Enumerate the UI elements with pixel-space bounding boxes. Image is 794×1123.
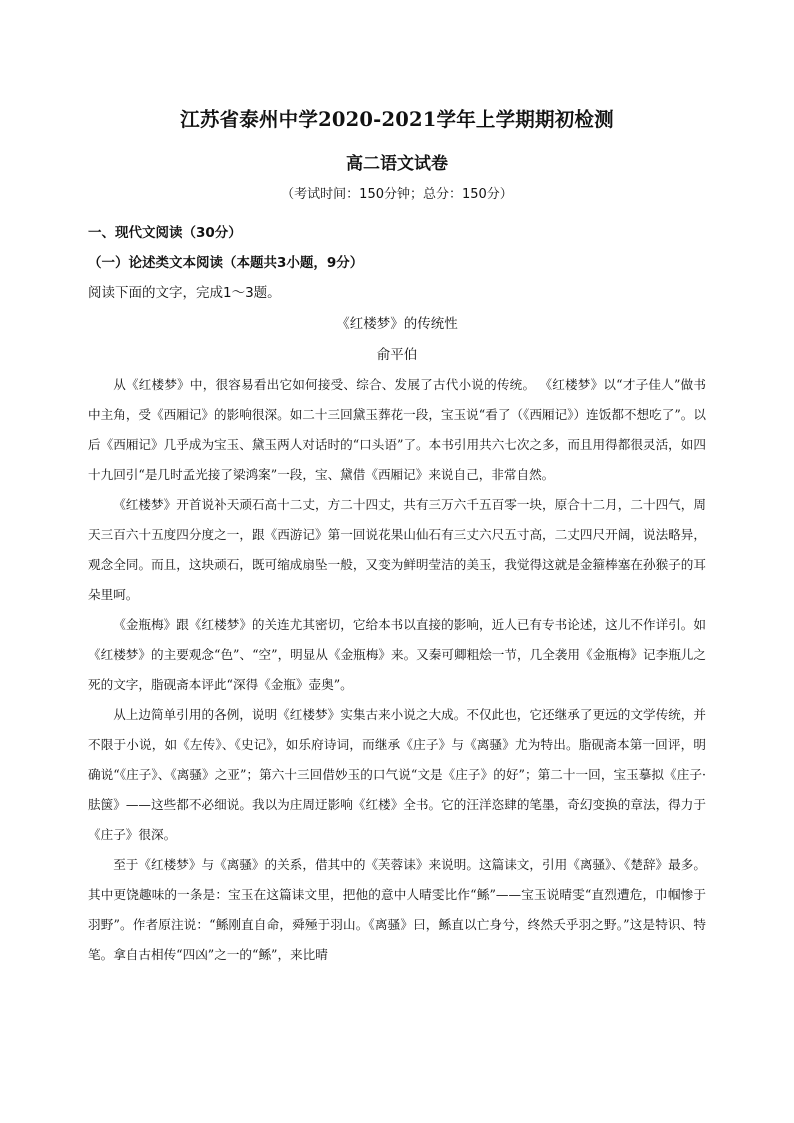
reading-instruction: 阅读下面的文字，完成1～3题。 — [88, 285, 281, 301]
article-paragraph: 从《红楼梦》中，很容易看出它如何接受、综合、发展了古代小说的传统。 《红楼梦》以“才子佳人”做书中主角，受《西厢记》的影响很深。如二十三回黛玉葬花一段，宝玉说“看了（《西厢记》）连饭都不想吃了”。以后《西厢记》几乎成为宝玉、黛玉两人对话时的“口头语”了。本书引用共六七次之多，而且用得都很灵活，如四十九回引“是几时孟光接了梁鸿案”一段，宝、黛借《西厢记》来说自己，非常自然。 — [88, 377, 706, 482]
article-title: 《红楼梦》的传统性 — [336, 316, 458, 332]
subsection-heading: （一）论述类文本阅读（本题共3小题，9分） — [88, 255, 364, 271]
article-paragraph: 从上边简单引用的各例，说明《红楼梦》实集古来小说之大成。不仅此也，它还继承了更远的文学传统，并不限于小说，如《左传》、《史记》，如乐府诗词，而继承《庄子》与《离骚》尤为特出。脂砚斋本第一回评，明确说“《庄子》、《离骚》之亚”；第六十三回借妙玉的口气说“文是《庄子》的好”；第二十一回，宝玉摹拟《庄子·胠箧》——这些都不必细说。我以为庄周迂影响《红楼》全书。它的汪洋恣肆的笔墨，奇幻变换的章法，得力于《庄子》很深。 — [88, 707, 706, 842]
article-paragraph: 《红楼梦》开首说补天顽石高十二丈，方二十四丈，共有三万六千五百零一块，原合十二月，二十四气，周天三百六十五度四分度之一，跟《西游记》第一回说花果山仙石有三丈六尺五寸高，二丈四尺开阔，说法略异，观念全同。而且，这块顽石，既可缩成扇坠一般，又变为鲜明莹洁的美玉，我觉得这就是金箍棒塞在孙猴子的耳朵里呵。 — [88, 497, 706, 602]
article-author: 俞平伯 — [376, 347, 418, 363]
exam-title: 江苏省泰州中学2020-2021学年上学期期初检测 — [180, 108, 614, 131]
exam-time-score-info: （考试时间：150分钟；总分：150分） — [281, 187, 513, 202]
article-paragraph: 《金瓶梅》跟《红楼梦》的关连尤其密切，它给本书以直接的影响，近人已有专书论述，这儿不作详引。如《红楼梦》的主要观念“色”、“空”，明显从《金瓶梅》来。又秦可卿粗烩一节，几全袭用《金瓶梅》记李瓶儿之死的文字，脂砚斋本评此“深得《金瓶》壶奥”。 — [88, 617, 706, 692]
section-heading: 一、现代文阅读（30分） — [88, 225, 242, 241]
exam-subtitle: 高二语文试卷 — [346, 154, 448, 174]
article-body — [88, 370, 706, 970]
article-paragraph: 至于《红楼梦》与《离骚》的关系，借其中的《芙蓉诔》来说明。这篇诔文，引用《离骚》、《楚辞》最多。其中更饶趣味的一条是：宝玉在这篇诔文里，把他的意中人晴雯比作“鲧”——宝玉说晴雯“直烈遭危，巾帼惨于羽野”。作者原注说：“鲧刚直自命，舜殛于羽山。《离骚》曰，鲧直以亡身兮，终然夭乎羽之野。”这是特识、特笔。拿自古相传“四凶”之一的“鲧”，来比晴 — [88, 857, 706, 962]
